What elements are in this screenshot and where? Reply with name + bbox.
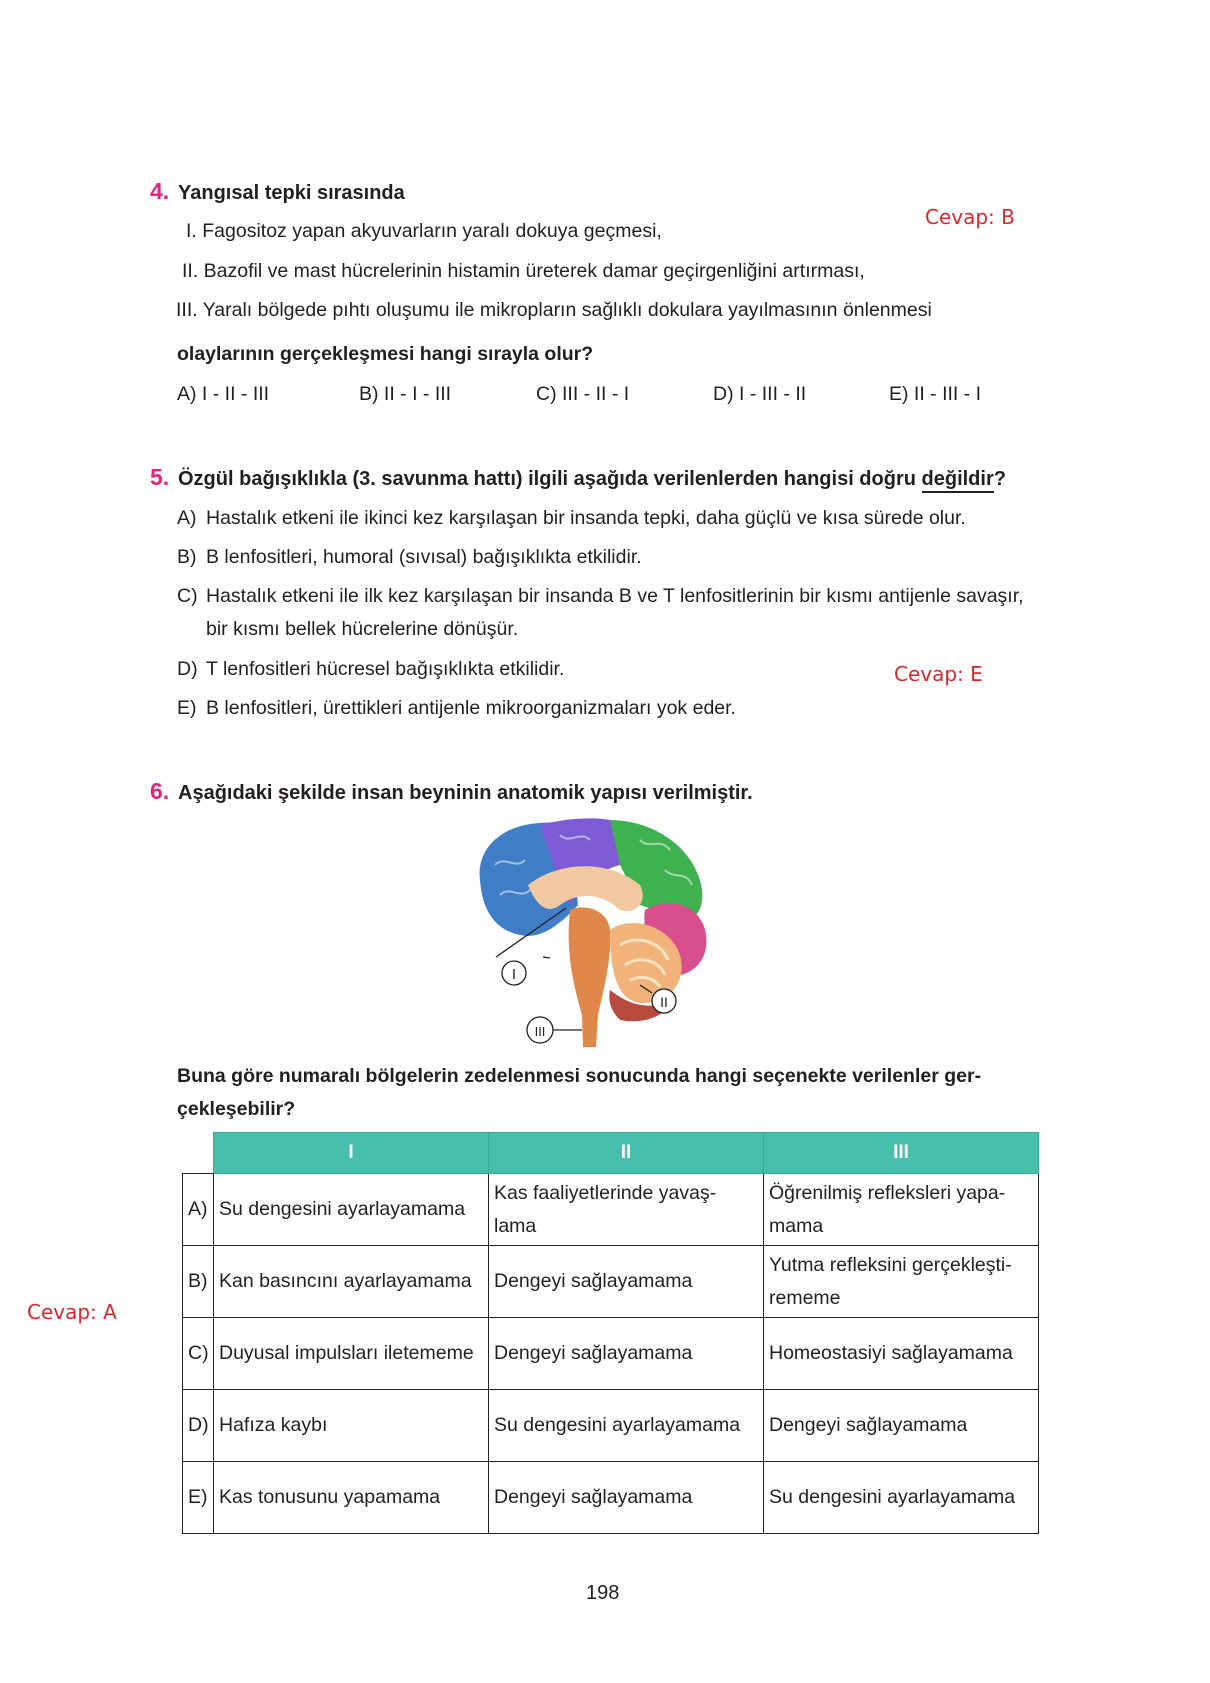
cell-col-2: Dengeyi sağlayamama	[489, 1318, 764, 1390]
option-text: T lenfositleri hücresel bağışıklıkta etkilidir.	[206, 658, 565, 680]
table-row[interactable]	[183, 1390, 1039, 1462]
row-letter: A)	[183, 1174, 214, 1246]
table-row[interactable]	[183, 1462, 1039, 1534]
table-row[interactable]	[183, 1246, 1039, 1318]
row-letter: E)	[183, 1462, 214, 1534]
row-letter: D)	[183, 1390, 214, 1462]
q4-option-e[interactable]	[889, 383, 981, 406]
cell-col-2: Dengeyi sağlayamama	[489, 1246, 764, 1318]
label-one: I	[511, 966, 517, 983]
cell-col-2: Su dengesini ayarlayamama	[489, 1390, 764, 1462]
option-letter: B)	[177, 546, 197, 568]
cell-col-3: Homeostasiyi sağlayamama	[764, 1318, 1039, 1390]
q5-option-c[interactable]	[177, 585, 1024, 608]
cell-col-3: Dengeyi sağlayamama	[764, 1390, 1039, 1462]
q4-option-d[interactable]	[713, 383, 806, 406]
q4-statement-3: III. Yaralı bölgede pıhtı oluşumu ile mikropların sağlıklı dokulara yayılmasının önlenmesi	[176, 299, 932, 321]
cell-line: Yutma refleksini gerçekleşti-	[769, 1253, 1012, 1276]
cell-col-2: Dengeyi sağlayamama	[489, 1462, 764, 1534]
q5-option-d[interactable]	[177, 658, 564, 681]
option-text: Hastalık etkeni ile ikinci kez karşılaşan bir insanda tepki, daha güçlü ve kısa sürede olur.	[206, 507, 966, 529]
page-number: 198	[586, 1582, 620, 1604]
q5-title-emphasis: değildir	[922, 468, 994, 493]
q6-answer: Cevap: A	[27, 1300, 117, 1324]
q5-option-a[interactable]	[177, 507, 966, 530]
table-header-col-1: I	[214, 1133, 489, 1174]
cell-col-1: Hafıza kaybı	[214, 1390, 489, 1462]
row-letter: B)	[183, 1246, 214, 1318]
q4-statement-1: I. Fagositoz yapan akyuvarların yaralı dokuya geçmesi,	[186, 220, 662, 242]
table-header-col-3: III	[764, 1133, 1039, 1174]
option-letter: E)	[889, 383, 909, 405]
option-text: B lenfositleri, ürettikleri antijenle mikroorganizmaları yok eder.	[206, 697, 736, 719]
option-text: II - I - III	[383, 383, 452, 405]
q5-title-end: ?	[993, 468, 1006, 490]
q6-question-line1: Buna göre numaralı bölgelerin zedelenmesi sonucunda hangi seçenekte verilenler ger-	[177, 1065, 982, 1087]
q6-number: 6.	[150, 778, 170, 804]
cell-col-3	[764, 1174, 1039, 1246]
q4-answer: Cevap: B	[925, 205, 1015, 229]
option-letter: A)	[177, 507, 197, 529]
option-text: Hastalık etkeni ile ilk kez karşılaşan bir insanda B ve T lenfositlerinin bir kısmı antijenle savaşır,	[206, 585, 1024, 607]
row-letter: C)	[183, 1318, 214, 1390]
cell-line: Öğrenilmiş refleksleri yapa-	[769, 1181, 1006, 1204]
option-letter: D)	[713, 383, 734, 405]
option-text: I - II - III	[201, 383, 270, 405]
option-text: III - II - I	[562, 383, 630, 405]
q4-question: olaylarının gerçekleşmesi hangi sırayla olur?	[177, 343, 594, 365]
brain-diagram	[470, 815, 730, 1050]
q6-options-table	[182, 1132, 1039, 1534]
table-row[interactable]	[183, 1174, 1039, 1246]
option-text: I - III - II	[739, 383, 807, 405]
q4-option-b[interactable]	[359, 383, 451, 406]
q5-title-main: Özgül bağışıklıkla (3. savunma hattı) ilgili aşağıda verilenlerden hangisi doğru	[178, 468, 922, 490]
q5-title	[178, 468, 1006, 491]
cell-line: Kas faaliyetlerinde yavaş-	[494, 1181, 717, 1204]
cell-col-1: Su dengesini ayarlayamama	[214, 1174, 489, 1246]
cell-col-1: Duyusal impulsları iletememe	[214, 1318, 489, 1390]
q4-title: Yangısal tepki sırasında	[178, 182, 405, 204]
option-letter: C)	[177, 585, 198, 607]
option-letter: C)	[536, 383, 557, 405]
q4-option-c[interactable]	[536, 383, 629, 406]
option-letter: B)	[359, 383, 379, 405]
label-two: II	[660, 994, 668, 1010]
option-text: II - III - I	[913, 383, 982, 405]
option-text: B lenfositleri, humoral (sıvısal) bağışıklıkta etkilidir.	[206, 546, 642, 568]
table-header-col-2: II	[489, 1133, 764, 1174]
q4-statement-2: II. Bazofil ve mast hücrelerinin histamin üreterek damar geçirgenliğini artırması,	[182, 260, 865, 282]
cell-col-3: Su dengesini ayarlayamama	[764, 1462, 1039, 1534]
q5-option-c-line2: bir kısmı bellek hücrelerine dönüşür.	[206, 618, 519, 640]
option-letter: A)	[177, 383, 197, 405]
cell-line: rememe	[769, 1286, 841, 1309]
q4-option-a[interactable]	[177, 383, 269, 406]
q5-option-e[interactable]	[177, 697, 736, 720]
brain-stem	[569, 907, 611, 1047]
cell-col-1: Kan basıncını ayarlayamama	[214, 1246, 489, 1318]
table-header-row	[183, 1133, 1039, 1174]
cell-col-3	[764, 1246, 1039, 1318]
option-letter: E)	[177, 697, 197, 719]
cell-line: mama	[769, 1214, 824, 1237]
option-letter: D)	[177, 658, 198, 680]
label-three: III	[534, 1024, 546, 1039]
q5-number: 5.	[150, 464, 170, 490]
table-row[interactable]	[183, 1318, 1039, 1390]
cell-col-1: Kas tonusunu yapamama	[214, 1462, 489, 1534]
table-header-blank	[183, 1133, 214, 1174]
q5-answer: Cevap: E	[894, 662, 983, 686]
q6-question-line2: çekleşebilir?	[177, 1098, 296, 1120]
cell-col-2	[489, 1174, 764, 1246]
cell-line: lama	[494, 1214, 537, 1237]
q4-number: 4.	[150, 178, 170, 204]
q6-title: Aşağıdaki şekilde insan beyninin anatomik yapısı verilmiştir.	[178, 782, 753, 804]
q5-option-b[interactable]	[177, 546, 642, 569]
